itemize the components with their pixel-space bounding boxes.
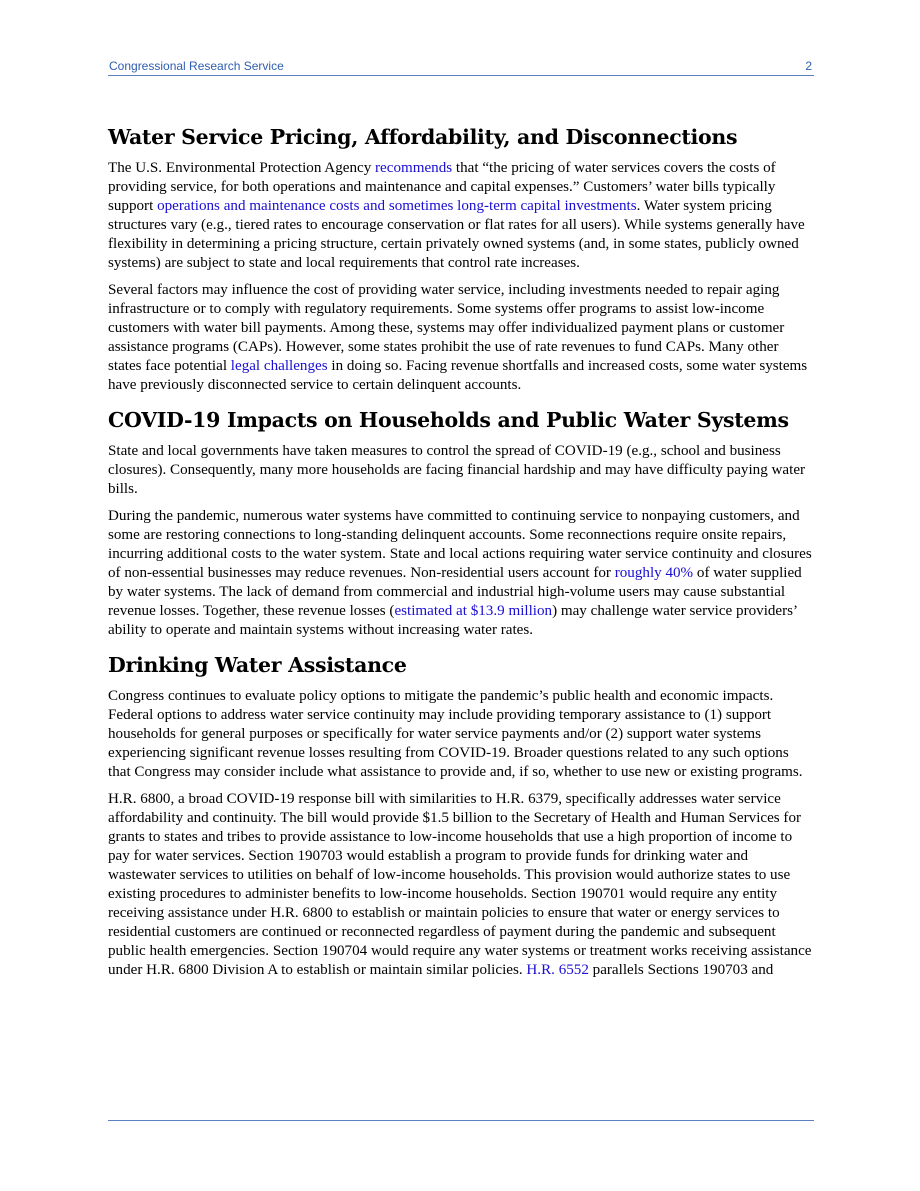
text-run: that “the pricing of water services covers the costs of providing service, for both operations and maintenance and capital expenses.” Customers’ water bills typically support [108, 160, 776, 214]
text-run: H.R. 6800, a broad COVID-19 response bill with similarities to H.R. 6379, specifically addresses water service affordability and continuity. The bill would provide $1.5 billion to the Secretary of Health and Human Services for grants to states and tribes to provide assistance to low-income households that use a high proportion of income to pay for water services. Section 190703 would establish a program to provide funds for drinking water and wastewater services to utilities on behalf of low-income households. This provision would authorize states to use existing procedures to administer benefits to low-income households. Section 190701 would require any entity receiving assistance under H.R. 6800 to establish or maintain policies to ensure that water or energy services to residential customers are continued or reconnected regardless of payment during the pandemic and subsequent public health emergencies. Section 190704 would require any water systems or treatment works receiving assistance under H.R. 6800 Division A to establish or maintain similar policies. [108, 791, 812, 978]
paragraph-assistance-1: Congress continues to evaluate policy options to mitigate the pandemic’s public health and economic impacts. Federal options to address water service continuity may include providing temporary assistance to (1) support households for general purposes or specifically for water service payments and/or (2) support water systems experiencing significant revenue losses resulting from COVID-19. Broader questions related to any such options that Congress may consider include what assistance to provide and, if so, whether to use new or existing programs. [108, 688, 803, 780]
text-run: ) may challenge water service providers’ ability to operate and maintain systems without increasing water rates. [108, 603, 797, 638]
document-body [108, 124, 815, 988]
link-operations-maintenance-costs[interactable]: operations and maintenance costs and sometimes long-term capital investments [157, 198, 637, 214]
paragraph-covid-1: State and local governments have taken measures to control the spread of COVID-19 (e.g., school and business closures). Consequently, many more households are facing financial hardship and may have difficulty paying water bills. [108, 443, 806, 497]
text-run: During the pandemic, numerous water systems have committed to continuing service to nonpaying customers, and some are restoring connections to long-standing delinquent accounts. Some reconnections require onsite repairs, incurring additional costs to the water system. State and local actions requiring water service continuity and closures of non-essential businesses may reduce revenues. Non-residential users account for [108, 508, 812, 581]
paragraph-assistance-2 [108, 790, 815, 980]
text-run: Several factors may influence the cost of providing water service, including investments needed to repair aging infrastructure or to comply with regulatory requirements. Some systems offer programs to assist low-income customers with water bill payments. Among these, systems may offer individualized payment plans or customer assistance programs (CAPs). However, some states prohibit the use of rate revenues to fund CAPs. Many other states face potential [108, 282, 785, 374]
text-run: in doing so. Facing revenue shortfalls and increased costs, some water systems have previously disconnected service to certain delinquent accounts. [108, 358, 808, 393]
header-organization: Congressional Research Service [109, 59, 284, 73]
link-legal-challenges[interactable]: legal challenges [230, 358, 328, 374]
section-heading-pricing: Water Service Pricing, Affordability, and Disconnections [108, 125, 738, 149]
text-run: of water supplied by water systems. The lack of demand from commercial and industrial high-volume users may cause substantial revenue losses. Together, these revenue losses ( [108, 565, 802, 619]
paragraph-pricing-1 [108, 159, 815, 273]
page-number: 2 [805, 59, 812, 73]
paragraph-covid-2 [108, 507, 815, 640]
text-run: . Water system pricing structures vary (e.g., tiered rates to encourage conservation or flat rates for all users). While systems generally have flexibility in determining a pricing structure, certain privately owned systems (and, in some states, publicly owned systems) are subject to state and local requirements that control rate increases. [108, 198, 805, 271]
running-header [108, 59, 814, 76]
section-heading-drinking-water-assistance: Drinking Water Assistance [108, 653, 407, 677]
footer-divider [108, 1120, 814, 1121]
paragraph-pricing-2 [108, 281, 815, 395]
link-hr-6552[interactable]: H.R. 6552 [526, 962, 589, 978]
link-roughly-40-percent[interactable]: roughly 40% [614, 565, 694, 581]
text-run: parallels Sections 190703 and [588, 962, 774, 978]
link-estimated-13-9-million[interactable]: estimated at $13.9 million [394, 603, 553, 619]
section-heading-covid-impacts: COVID-19 Impacts on Households and Public Water Systems [108, 408, 789, 432]
link-recommends[interactable]: recommends [375, 160, 453, 176]
text-run: The U.S. Environmental Protection Agency [108, 160, 376, 176]
